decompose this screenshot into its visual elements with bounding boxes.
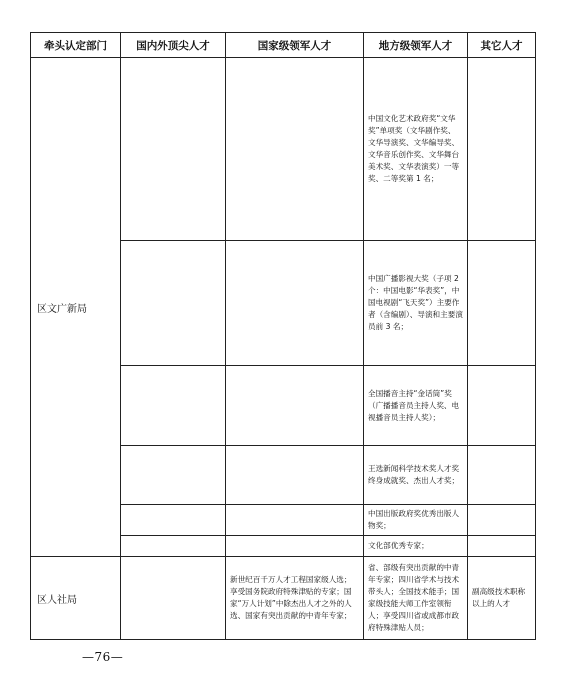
local-cell: 王选新闻科学技术奖人才奖终身成就奖、杰出人才奖； bbox=[364, 446, 468, 505]
domestic-cell bbox=[121, 241, 226, 366]
other-cell bbox=[468, 241, 536, 366]
domestic-cell bbox=[121, 536, 226, 557]
local-cell: 省、部级有突出贡献的中青年专家；四川省学术与技术带头人；全国技术能手；国家级技能大师工作室领衔人；享受四川省或成都市政府特殊津贴人员； bbox=[364, 557, 468, 640]
national-cell bbox=[226, 536, 364, 557]
other-cell bbox=[468, 446, 536, 505]
table-row bbox=[31, 58, 536, 241]
national-cell bbox=[226, 58, 364, 241]
national-cell bbox=[226, 366, 364, 446]
page-number: —76— bbox=[82, 650, 124, 664]
local-cell: 全国播音主持“金话筒”奖（广播播音员主持人奖、电视播音员主持人奖）； bbox=[364, 366, 468, 446]
local-cell: 中国文化艺术政府奖“文华奖”单项奖（文华剧作奖、文华导演奖、文华编导奖、文华音乐创作奖、文华舞台美术奖、文华表演奖）一等奖、二等奖第 1 名； bbox=[364, 58, 468, 241]
local-cell: 文化部优秀专家； bbox=[364, 536, 468, 557]
header-national: 国家级领军人才 bbox=[226, 33, 364, 58]
national-cell bbox=[226, 446, 364, 505]
domestic-cell bbox=[121, 58, 226, 241]
national-cell bbox=[226, 241, 364, 366]
domestic-cell bbox=[121, 366, 226, 446]
domestic-cell bbox=[121, 446, 226, 505]
talent-table bbox=[30, 32, 536, 640]
header-local: 地方级领军人才 bbox=[364, 33, 468, 58]
other-cell bbox=[468, 58, 536, 241]
header-domestic: 国内外顶尖人才 bbox=[121, 33, 226, 58]
other-cell: 副高级技术职称以上的人才 bbox=[468, 557, 536, 640]
header-dept: 牵头认定部门 bbox=[31, 33, 121, 58]
national-cell bbox=[226, 505, 364, 536]
national-cell: 新世纪百千万人才工程国家级人选；享受国务院政府特殊津贴的专家；国家“万人计划”中除杰出人才之外的人选、国家有突出贡献的中青年专家； bbox=[226, 557, 364, 640]
header-other: 其它人才 bbox=[468, 33, 536, 58]
other-cell bbox=[468, 505, 536, 536]
dept-cell: 区文广新局 bbox=[31, 58, 121, 557]
local-cell: 中国广播影视大奖（子项 2 个：中国电影“华表奖”，中国电视剧“飞天奖”）主要作者（含编剧）、导演和主要演员前 3 名； bbox=[364, 241, 468, 366]
domestic-cell bbox=[121, 557, 226, 640]
dept-cell: 区人社局 bbox=[31, 557, 121, 640]
local-cell: 中国出版政府奖优秀出版人物奖； bbox=[364, 505, 468, 536]
other-cell bbox=[468, 366, 536, 446]
table-row bbox=[31, 557, 536, 640]
domestic-cell bbox=[121, 505, 226, 536]
header-row bbox=[31, 33, 536, 58]
other-cell bbox=[468, 536, 536, 557]
